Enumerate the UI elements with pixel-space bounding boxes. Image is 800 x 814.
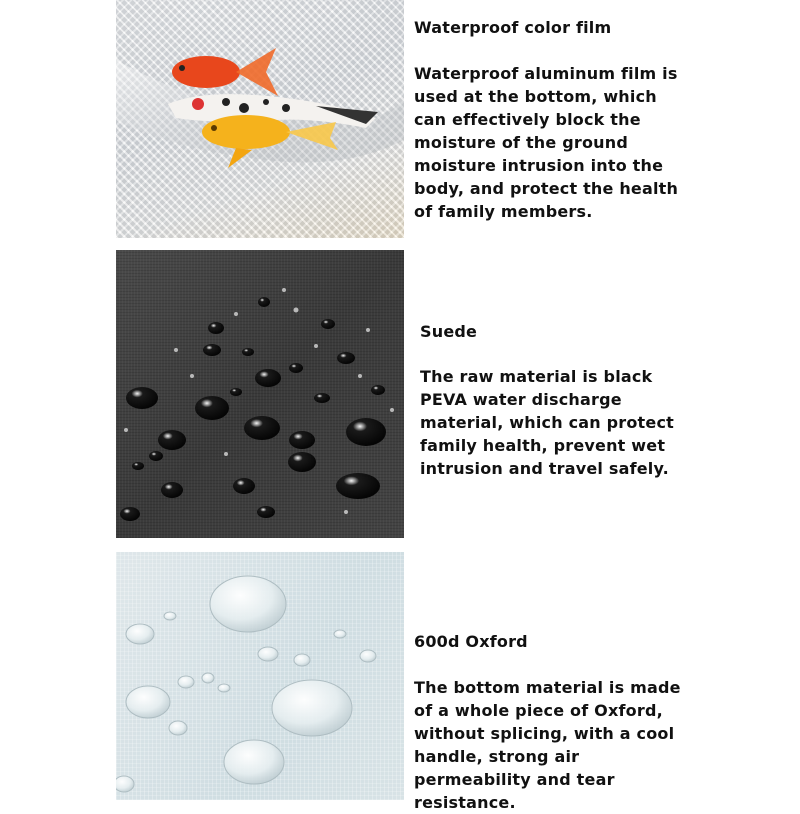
- water-drops-on-black-fabric-image: [116, 250, 404, 538]
- section-1-title: Waterproof color film: [414, 18, 612, 37]
- water-drops-on-blue-oxford-image: [116, 552, 404, 800]
- section-2-title: Suede: [420, 322, 478, 341]
- fish-on-mesh-image: [116, 0, 404, 238]
- water-drops-dark: [116, 250, 404, 538]
- section-3-title: 600d Oxford: [414, 632, 528, 651]
- section-1-description: Waterproof aluminum film is used at the bottom, which can effectively block the moisture of the ground moisture intrusion into the body, and protect the health of family members.: [414, 64, 679, 221]
- section-2-description: The raw material is black PEVA water discharge material, which can protect family health, prevent wet intrusion and travel safely.: [420, 367, 674, 478]
- section-3-description: The bottom material is made of a whole piece of Oxford, without splicing, with a cool handle, strong air permeability and tear resistance.: [414, 678, 681, 812]
- fish-illustration: [116, 0, 404, 238]
- red-goldfish-icon: [172, 48, 278, 96]
- water-drops-light: [116, 552, 404, 800]
